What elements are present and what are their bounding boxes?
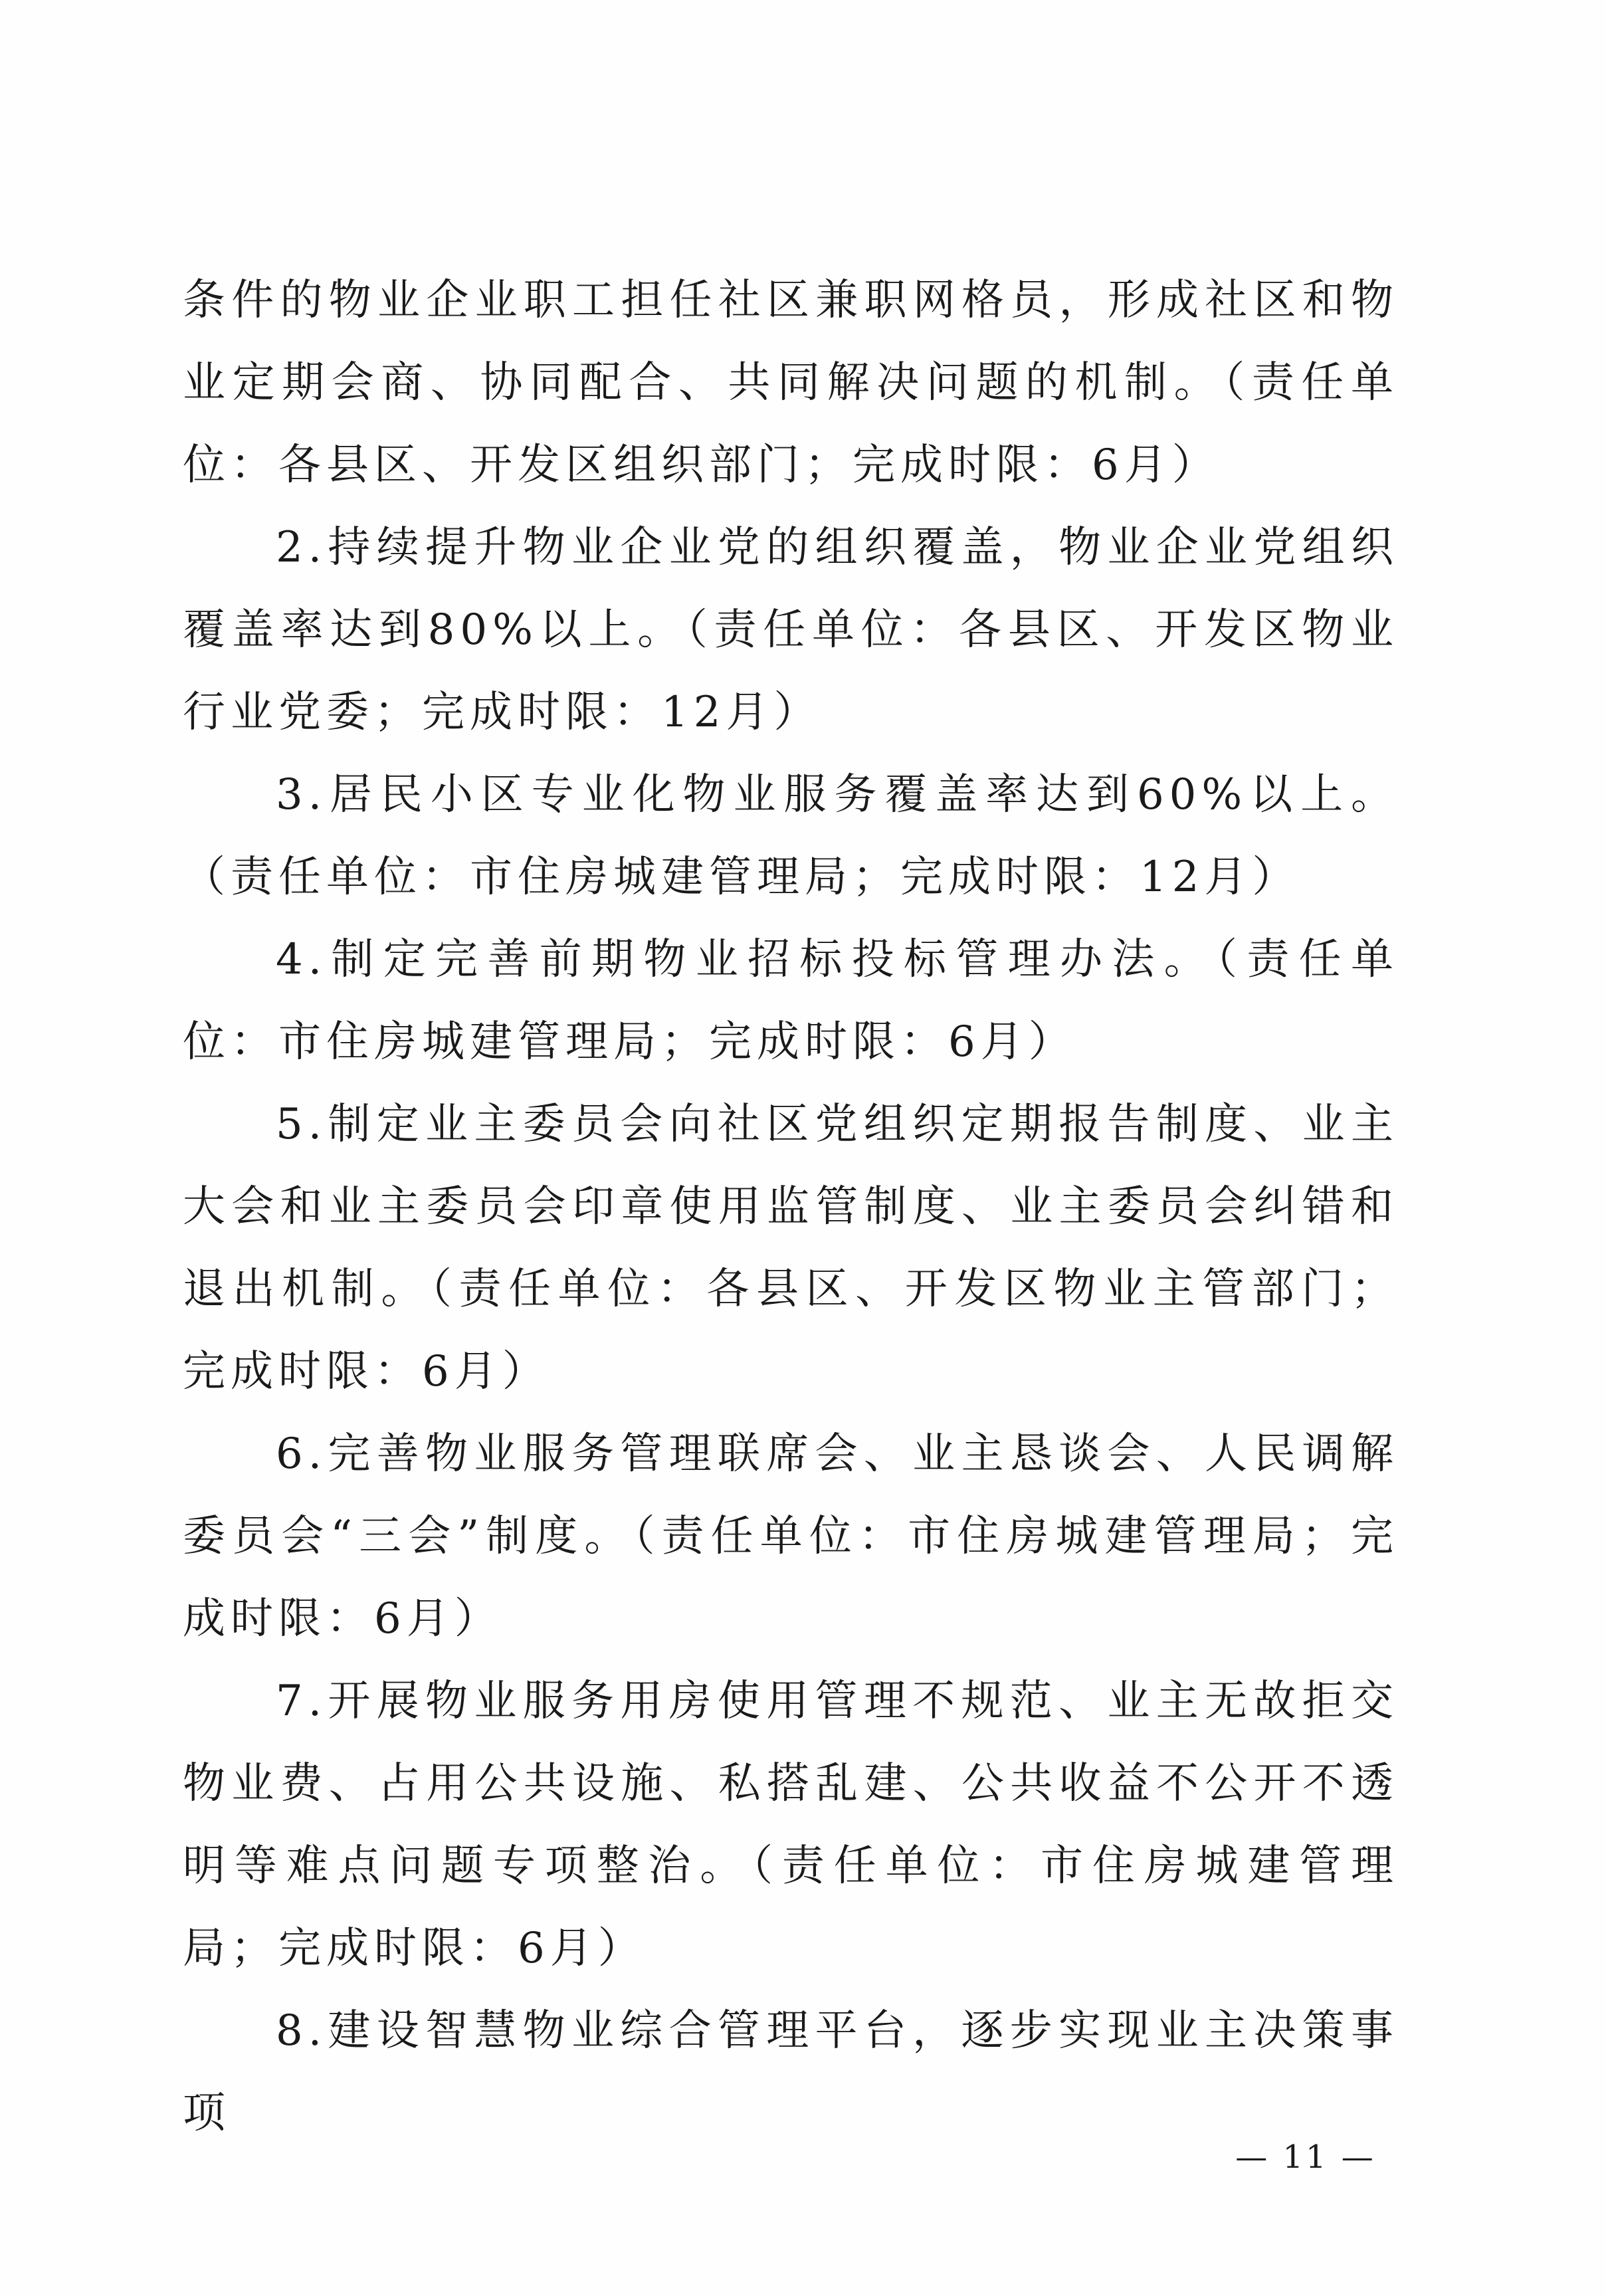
paragraph-item-3: 3.居民小区专业化物业服务覆盖率达到60%以上。（责任单位：市住房城建管理局；完成时限：12月） [183, 770, 1399, 902]
page-number: — 11 — [1235, 2139, 1376, 2176]
document-body [183, 259, 1399, 2154]
paragraph-continuation: 条件的物业企业职工担任社区兼职网格员，形成社区和物业定期会商、协同配合、共同解决问题的机制。（责任单位：各县区、开发区组织部门；完成时限：6月） [183, 276, 1399, 490]
paragraph-item-6: 6.完善物业服务管理联席会、业主恳谈会、人民调解委员会“三会”制度。（责任单位：市住房城建管理局；完成时限：6月） [183, 1429, 1399, 1643]
paragraph-item-7: 7.开展物业服务用房使用管理不规范、业主无故拒交物业费、占用公共设施、私搭乱建、公共收益不公开不透明等难点问题专项整治。（责任单位：市住房城建管理局；完成时限：6月） [183, 1677, 1399, 1973]
paragraph-item-5: 5.制定业主委员会向社区党组织定期报告制度、业主大会和业主委员会印章使用监管制度、业主委员会纠错和退出机制。（责任单位：各县区、开发区物业主管部门；完成时限：6月） [183, 1100, 1399, 1396]
paragraph-item-8: 8.建设智慧物业综合管理平台，逐步实现业主决策事项 [183, 2006, 1399, 2138]
paragraph-item-4: 4.制定完善前期物业招标投标管理办法。（责任单位：市住房城建管理局；完成时限：6月） [183, 935, 1399, 1067]
paragraph-item-2: 2.持续提升物业企业党的组织覆盖，物业企业党组织覆盖率达到80%以上。（责任单位：各县区、开发区物业行业党委；完成时限：12月） [183, 523, 1399, 737]
